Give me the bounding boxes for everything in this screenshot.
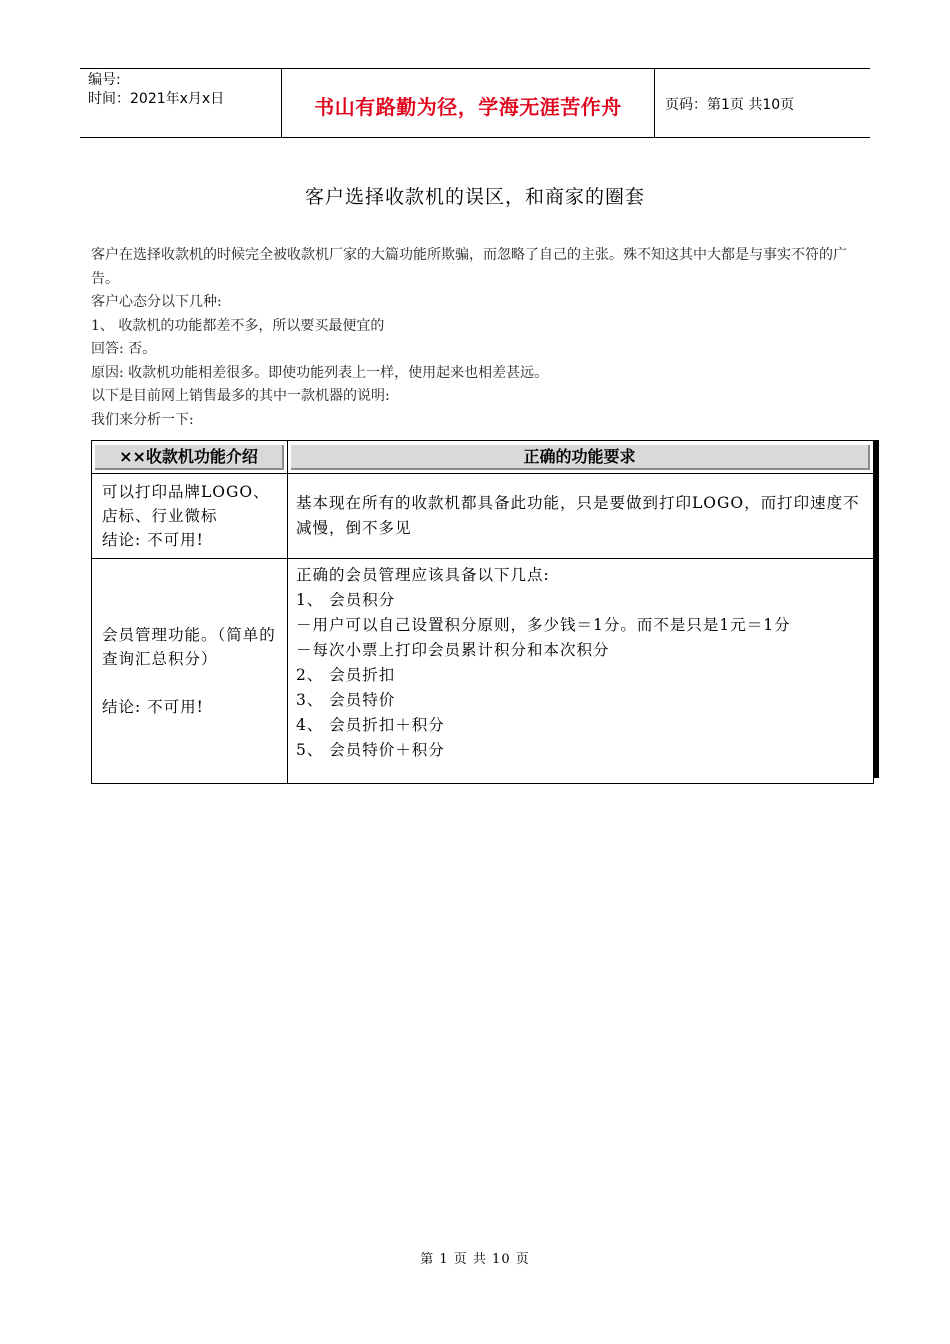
cell-line: 结论: 不可用! xyxy=(102,698,204,716)
cell-line: －用户可以自己设置积分原则，多少钱＝1分。而不是只是1元＝1分 xyxy=(296,616,791,634)
paragraph: 1、 收款机的功能都差不多，所以要买最便宜的 xyxy=(91,317,385,334)
paragraph: 回答: 否。 xyxy=(91,341,157,357)
paragraph: 原因: 收款机功能相差很多。即使功能列表上一样，使用起来也相差甚远。 xyxy=(91,364,549,381)
cell-line: 5、 会员特价＋积分 xyxy=(296,741,445,759)
table-header-row xyxy=(92,441,874,474)
cell-line: 店标、行业微标 xyxy=(102,507,218,525)
page-footer: 第 1 页 共 10 页 xyxy=(420,1252,530,1267)
header-divider xyxy=(654,69,655,137)
paragraph: 客户心态分以下几种: xyxy=(91,294,222,310)
cell-line: 结论: 不可用! xyxy=(102,531,204,549)
comparison-table xyxy=(91,440,874,784)
table-row xyxy=(92,474,874,559)
header-meta xyxy=(88,71,224,109)
header-motto: 书山有路勤为径，学海无涯苦作舟 xyxy=(314,95,622,119)
table-header-label: 正确的功能要求 xyxy=(291,445,870,470)
cell-line: 正确的会员管理应该具备以下几点: xyxy=(296,566,550,584)
document-title: 客户选择收款机的误区，和商家的圈套 xyxy=(304,186,645,208)
code-label: 编号: xyxy=(88,72,121,88)
paragraph: 客户在选择收款机的时候完全被收款机厂家的大篇功能所欺骗，而忽略了自己的主张。殊不知这其中大都是与事实不符的广告。 xyxy=(91,247,847,287)
cell-line: 1、 会员积分 xyxy=(296,591,396,609)
paragraph: 以下是目前网上销售最多的其中一款机器的说明: xyxy=(91,388,390,404)
header-page-label: 页码：第1页 共10页 xyxy=(665,97,795,113)
cell-line: 3、 会员特价 xyxy=(296,691,396,709)
cell-line: －每次小票上打印会员累计积分和本次积分 xyxy=(296,641,610,659)
cell-line: 4、 会员折扣＋积分 xyxy=(296,716,445,734)
table-cell xyxy=(92,474,288,559)
table-header-cell xyxy=(288,441,874,474)
table-header-label: ××收款机功能介绍 xyxy=(95,445,284,470)
table-cell xyxy=(92,559,288,784)
cell-line: 基本现在所有的收款机都具备此功能，只是要做到打印LOGO，而打印速度不减慢，倒不多见 xyxy=(296,494,860,537)
table-right-border xyxy=(874,440,879,778)
cell-line: 2、 会员折扣 xyxy=(296,666,396,684)
page-header xyxy=(80,68,870,138)
table-cell xyxy=(288,474,874,559)
table-cell xyxy=(288,559,874,784)
cell-line: 会员管理功能。（简单的查询汇总积分） xyxy=(102,626,276,668)
body-text xyxy=(91,244,871,432)
table-row xyxy=(92,559,874,784)
date-label: 时间：2021年x月x日 xyxy=(88,91,225,107)
cell-line: 可以打印品牌LOGO、 xyxy=(102,483,270,501)
table-header-cell xyxy=(92,441,288,474)
paragraph: 我们来分析一下: xyxy=(91,411,194,428)
